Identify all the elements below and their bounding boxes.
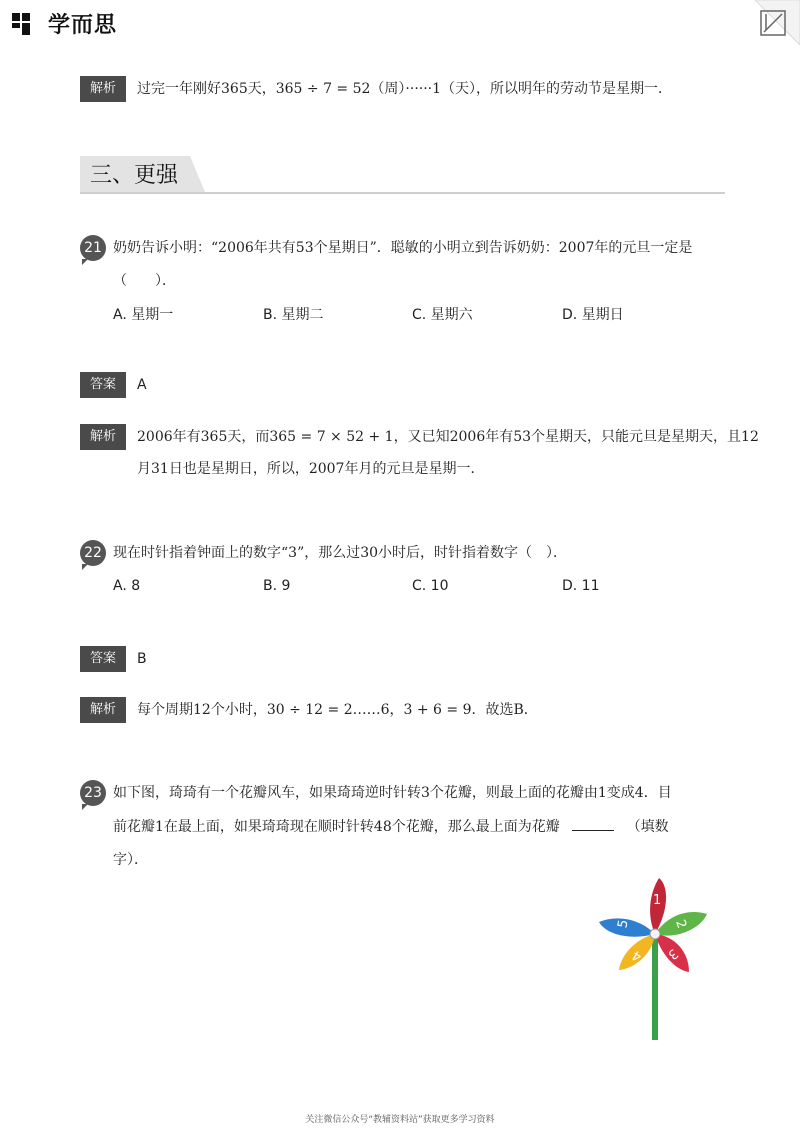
petal-label-1: 1 bbox=[653, 893, 662, 908]
question-number-badge: 22 bbox=[80, 540, 106, 566]
section-title: 三、更强 bbox=[90, 163, 179, 188]
pinwheel-figure bbox=[596, 872, 716, 1042]
option-c[interactable]: C. 星期六 bbox=[412, 307, 473, 323]
brand-name: 学而思 bbox=[48, 13, 118, 38]
question-stem: 奶奶告诉小明：“2006年共有53个星期日”．聪敏的小明立到告诉奶奶：2007年的元旦一定是 bbox=[113, 240, 693, 256]
pinwheel-stick bbox=[652, 934, 658, 1040]
brand-logo bbox=[10, 8, 117, 39]
pinwheel-hub bbox=[650, 929, 660, 939]
petal-label-4: 4 bbox=[629, 946, 645, 965]
option-d[interactable]: D. 11 bbox=[562, 578, 600, 594]
footer-note: 关注微信公众号“教辅资料站”获取更多学习资料 bbox=[305, 1115, 495, 1125]
question-stem bbox=[113, 810, 669, 844]
ruler-icon bbox=[760, 10, 786, 36]
option-a[interactable]: A. 8 bbox=[113, 578, 141, 594]
question-stem: 现在时针指着钟面上的数字“3”，那么过30小时后，时针指着数字（ ）． bbox=[113, 545, 568, 561]
question-stem: 如下图，琦琦有一个花瓣风车，如果琦琦逆时针转3个花瓣，则最上面的花瓣由1变成4．目 bbox=[113, 785, 672, 801]
analysis-text: 每个周期12个小时，30 ÷ 12 = 2……6，3 + 6 = 9．故选B． bbox=[137, 702, 538, 718]
question-stem-part: 前花瓣1在最上面，如果琦琦现在顺时针转48个花瓣，那么最上面为花瓣 bbox=[113, 819, 560, 835]
option-a[interactable]: A. 星期一 bbox=[113, 307, 174, 323]
question-number-badge: 21 bbox=[80, 235, 106, 261]
question-stem-part: （填数 bbox=[626, 819, 669, 835]
analysis-tag: 解析 bbox=[80, 424, 126, 450]
petal-label-3: 3 bbox=[664, 945, 681, 963]
answer-blank[interactable] bbox=[572, 816, 614, 831]
option-b[interactable]: B. 星期二 bbox=[263, 307, 324, 323]
answer-tag: 答案 bbox=[80, 646, 126, 672]
answer-value: A bbox=[137, 377, 147, 393]
answer-tag: 答案 bbox=[80, 372, 126, 398]
petal-label-2: 2 bbox=[672, 917, 690, 931]
question-number-badge: 23 bbox=[80, 780, 106, 806]
section-header bbox=[80, 156, 725, 196]
analysis-text: 过完一年刚好365天，365 ÷ 7 = 52（周）······1（天），所以明年的劳动节是星期一． bbox=[137, 81, 673, 97]
question-stem: 字）． bbox=[113, 852, 148, 868]
option-c[interactable]: C. 10 bbox=[412, 578, 449, 594]
section-divider bbox=[80, 192, 725, 194]
analysis-text: 2006年有365天，而365 = 7 × 52 + 1，又已知2006年有53个星期天，只能元旦是星期天，且12 bbox=[137, 429, 759, 445]
petal-label-5: 5 bbox=[615, 918, 632, 930]
answer-value: B bbox=[137, 651, 147, 667]
question-stem: （ ）． bbox=[113, 273, 176, 289]
option-d[interactable]: D. 星期日 bbox=[562, 307, 624, 323]
analysis-tag: 解析 bbox=[80, 76, 126, 102]
analysis-tag: 解析 bbox=[80, 697, 126, 723]
logo-icon bbox=[10, 9, 44, 39]
analysis-text: 月31日也是星期日，所以，2007年月的元旦是星期一． bbox=[137, 461, 485, 477]
option-b[interactable]: B. 9 bbox=[263, 578, 291, 594]
